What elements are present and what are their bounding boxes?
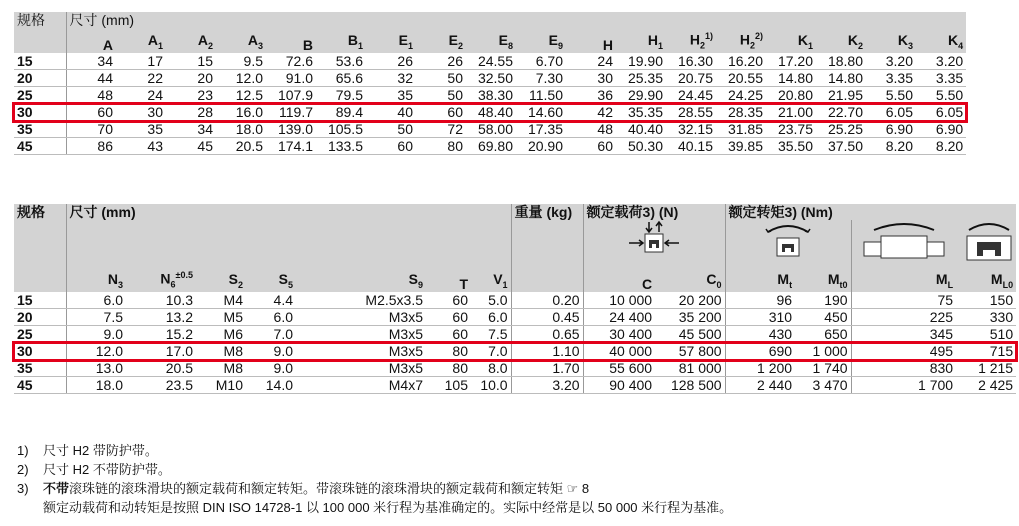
value-cell: 20.75 xyxy=(666,70,716,87)
column-header-2-7 xyxy=(511,267,583,292)
value-cell: M3x5 xyxy=(296,309,426,326)
spec-cell: 35 xyxy=(14,121,66,138)
value-cell: 4.4 xyxy=(246,292,296,309)
torque-mt-icon xyxy=(753,220,823,264)
spec-cell: 35 xyxy=(14,360,66,377)
value-cell: 20.5 xyxy=(216,138,266,155)
value-cell: 23.75 xyxy=(766,121,816,138)
footnote-text: 额定动载荷和动转矩是按照 DIN ISO 14728-1 以 100 000 米行程为基准确定的。实际中经常是以 50 000 米行程为基准。 xyxy=(43,500,733,515)
value-cell: 39.85 xyxy=(716,138,766,155)
value-cell: 26 xyxy=(416,53,466,70)
value-cell: 40 xyxy=(366,104,416,121)
value-cell: 10.3 xyxy=(126,292,196,309)
column-header-12: $H_2^{1)}$ xyxy=(689,31,713,51)
value-cell: 17.20 xyxy=(766,53,816,70)
value-cell: 24 xyxy=(566,53,616,70)
footnote xyxy=(17,460,732,479)
value-cell: 7.5 xyxy=(66,309,126,326)
column-header-2-4: $S_9$ xyxy=(408,270,423,290)
value-cell: 18.0 xyxy=(66,377,126,394)
value-cell: 3.35 xyxy=(916,70,966,87)
column-header-1: $A_1$ xyxy=(147,31,163,51)
value-cell: 430 xyxy=(725,326,795,343)
value-cell: 8.20 xyxy=(866,138,916,155)
spec-cell: 15 xyxy=(14,292,66,309)
value-cell: 128 500 xyxy=(655,377,725,394)
value-cell: 1 740 xyxy=(795,360,851,377)
column-header-0: A xyxy=(66,28,116,53)
value-cell: M10 xyxy=(196,377,246,394)
value-cell: 9.0 xyxy=(66,326,126,343)
value-cell: 28 xyxy=(166,104,216,121)
table-row xyxy=(14,326,1016,343)
value-cell: 24.25 xyxy=(716,87,766,104)
table-row xyxy=(14,309,1016,326)
value-cell: 24.55 xyxy=(466,53,516,70)
column-header-2-6: $V_1$ xyxy=(493,270,508,290)
spec-cell: 45 xyxy=(14,138,66,155)
value-cell: 5.50 xyxy=(866,87,916,104)
footnote-text: 滚珠链的滚珠滑块的额定载荷和额定转矩。带滚珠链的滚珠滑块的额定载荷和额定转矩 ☞ 8 xyxy=(69,481,590,496)
size-header-2: 尺寸 (mm) xyxy=(66,204,511,220)
value-cell: 190 xyxy=(795,292,851,309)
value-cell: 3.20 xyxy=(511,377,583,394)
value-cell: M3x5 xyxy=(296,326,426,343)
footnote-text: 尺寸 H2 不带防护带。 xyxy=(43,462,171,477)
value-cell: 14.80 xyxy=(766,70,816,87)
column-header-15: $K_2$ xyxy=(847,31,863,51)
column-header-8: $E_8$ xyxy=(498,31,513,51)
value-cell: 7.30 xyxy=(516,70,566,87)
value-cell: 80 xyxy=(426,343,471,360)
column-header-13: $H_2^{2)}$ xyxy=(739,31,763,51)
column-header-2-0: $N_3$ xyxy=(66,267,126,292)
column-header-4: B xyxy=(302,37,313,54)
value-cell: 510 xyxy=(956,326,1016,343)
spec-cell: 20 xyxy=(14,309,66,326)
value-cell: 34 xyxy=(66,53,116,70)
value-cell: 17.35 xyxy=(516,121,566,138)
value-cell: 65.6 xyxy=(316,70,366,87)
value-cell: 9.0 xyxy=(246,360,296,377)
value-cell: 1.10 xyxy=(511,343,583,360)
column-header-2-13: $M_{L0}$ xyxy=(990,270,1014,290)
column-header-2-11: $M_{t0}$ xyxy=(827,270,848,290)
value-cell: 35.35 xyxy=(616,104,666,121)
value-cell: 60 xyxy=(566,138,616,155)
value-cell: 13.2 xyxy=(126,309,196,326)
value-cell: 5.0 xyxy=(471,292,511,309)
value-cell: 1 000 xyxy=(795,343,851,360)
column-header-2-12: $M_L$ xyxy=(851,267,956,292)
value-cell: 3.20 xyxy=(866,53,916,70)
column-header-2-8: C xyxy=(583,267,655,292)
column-header-2-2: $S_2$ xyxy=(228,270,243,290)
column-header-9: $E_9$ xyxy=(548,31,563,51)
value-cell: 45 500 xyxy=(655,326,725,343)
value-cell: 60 xyxy=(416,104,466,121)
column-header-2-3: $S_5$ xyxy=(278,270,293,290)
value-cell: 12.5 xyxy=(216,87,266,104)
column-header-7: $E_2$ xyxy=(448,31,463,51)
value-cell: 37.50 xyxy=(816,138,866,155)
value-cell: 18.80 xyxy=(816,53,866,70)
value-cell: 25.25 xyxy=(816,121,866,138)
value-cell: 75 xyxy=(851,292,956,309)
value-cell: 14.0 xyxy=(246,377,296,394)
value-cell: 48 xyxy=(66,87,116,104)
value-cell: 1 700 xyxy=(851,377,956,394)
value-cell: 1 200 xyxy=(725,360,795,377)
value-cell: 0.65 xyxy=(511,326,583,343)
value-cell: 7.5 xyxy=(471,326,511,343)
value-cell: 14.60 xyxy=(516,104,566,121)
value-cell: 28.35 xyxy=(716,104,766,121)
value-cell: 17 xyxy=(116,53,166,70)
value-cell: 35 xyxy=(366,87,416,104)
spec-cell: 25 xyxy=(14,326,66,343)
value-cell: M8 xyxy=(196,360,246,377)
value-cell: 79.5 xyxy=(316,87,366,104)
value-cell: 20.90 xyxy=(516,138,566,155)
dimensions-table-1 xyxy=(14,12,966,155)
value-cell: M8 xyxy=(196,343,246,360)
value-cell: 38.30 xyxy=(466,87,516,104)
value-cell: 22 xyxy=(116,70,166,87)
value-cell: 16.0 xyxy=(216,104,266,121)
value-cell: 32.50 xyxy=(466,70,516,87)
value-cell: 119.7 xyxy=(266,104,316,121)
value-cell: 18.0 xyxy=(216,121,266,138)
value-cell: 50 xyxy=(366,121,416,138)
value-cell: 12.0 xyxy=(216,70,266,87)
table-row xyxy=(14,360,1016,377)
value-cell: 133.5 xyxy=(316,138,366,155)
value-cell: 89.4 xyxy=(316,104,366,121)
value-cell: 139.0 xyxy=(266,121,316,138)
value-cell: 330 xyxy=(956,309,1016,326)
value-cell: 12.0 xyxy=(66,343,126,360)
value-cell: M3x5 xyxy=(296,360,426,377)
value-cell: M4x7 xyxy=(296,377,426,394)
value-cell: 23 xyxy=(166,87,216,104)
table-row xyxy=(14,121,966,138)
spec-cell: 30 xyxy=(14,104,66,121)
value-cell: 90 400 xyxy=(583,377,655,394)
value-cell: 58.00 xyxy=(466,121,516,138)
value-cell: 15.2 xyxy=(126,326,196,343)
spec-cell: 45 xyxy=(14,377,66,394)
spec-cell: 30 xyxy=(14,343,66,360)
value-cell: 2 440 xyxy=(725,377,795,394)
value-cell: 31.85 xyxy=(716,121,766,138)
value-cell: M2.5x3.5 xyxy=(296,292,426,309)
footnote-emphasis: 不带 xyxy=(43,481,70,496)
torque-header: 额定转矩3) (Nm) xyxy=(725,204,1016,220)
value-cell: 26 xyxy=(366,53,416,70)
value-cell: 53.6 xyxy=(316,53,366,70)
column-header-2-9: $C_0$ xyxy=(706,270,722,290)
value-cell: 16.30 xyxy=(666,53,716,70)
value-cell: 10 000 xyxy=(583,292,655,309)
column-header-10: H xyxy=(602,37,613,54)
value-cell: 30 xyxy=(116,104,166,121)
table-row xyxy=(14,292,1016,309)
value-cell: 6.05 xyxy=(866,104,916,121)
load-direction-icon xyxy=(619,220,689,264)
value-cell: 28.55 xyxy=(666,104,716,121)
value-cell: 60 xyxy=(366,138,416,155)
value-cell: 48.40 xyxy=(466,104,516,121)
value-cell: 8.20 xyxy=(916,138,966,155)
spec-cell: 20 xyxy=(14,70,66,87)
value-cell: 35 xyxy=(116,121,166,138)
value-cell: 60 xyxy=(426,326,471,343)
value-cell: 50.30 xyxy=(616,138,666,155)
value-cell: 105.5 xyxy=(316,121,366,138)
value-cell: 0.20 xyxy=(511,292,583,309)
spec-cell: 25 xyxy=(14,87,66,104)
value-cell: 830 xyxy=(851,360,956,377)
column-header-2-1: $N_6^{\pm 0.5}$ xyxy=(160,270,193,290)
value-cell: 44 xyxy=(66,70,116,87)
dimensions-table-2 xyxy=(14,204,1016,394)
column-header-16: $K_3$ xyxy=(897,31,913,51)
value-cell: 80 xyxy=(416,138,466,155)
value-cell: 25.35 xyxy=(616,70,666,87)
table-row xyxy=(14,104,966,121)
value-cell: 650 xyxy=(795,326,851,343)
weight-header: 重量 (kg) xyxy=(511,204,583,220)
torque-ml0-icon xyxy=(959,220,1019,264)
footnote xyxy=(17,498,732,517)
footnote xyxy=(17,479,732,498)
value-cell: M5 xyxy=(196,309,246,326)
column-header-2-5: T xyxy=(459,276,468,293)
column-header-17: $K_4$ xyxy=(948,31,964,51)
value-cell: 715 xyxy=(956,343,1016,360)
value-cell: 29.90 xyxy=(616,87,666,104)
value-cell: M4 xyxy=(196,292,246,309)
value-cell: 69.80 xyxy=(466,138,516,155)
footnote xyxy=(17,441,732,460)
value-cell: 5.50 xyxy=(916,87,966,104)
table-row xyxy=(14,377,1016,394)
value-cell: 48 xyxy=(566,121,616,138)
table-row xyxy=(14,53,966,70)
footnotes xyxy=(17,441,732,517)
value-cell: 86 xyxy=(66,138,116,155)
value-cell: 6.0 xyxy=(66,292,126,309)
value-cell: 35.50 xyxy=(766,138,816,155)
value-cell: 9.5 xyxy=(216,53,266,70)
value-cell: 42 xyxy=(566,104,616,121)
value-cell: 40.40 xyxy=(616,121,666,138)
value-cell: 3.35 xyxy=(866,70,916,87)
value-cell: 6.90 xyxy=(916,121,966,138)
value-cell: 2 425 xyxy=(956,377,1016,394)
value-cell: 6.70 xyxy=(516,53,566,70)
value-cell: 24 400 xyxy=(583,309,655,326)
value-cell: 150 xyxy=(956,292,1016,309)
value-cell: 34 xyxy=(166,121,216,138)
value-cell: 72 xyxy=(416,121,466,138)
value-cell: 174.1 xyxy=(266,138,316,155)
value-cell: 55 600 xyxy=(583,360,655,377)
value-cell: 50 xyxy=(416,87,466,104)
value-cell: 19.90 xyxy=(616,53,666,70)
value-cell: 20.80 xyxy=(766,87,816,104)
value-cell: 495 xyxy=(851,343,956,360)
value-cell: 22.70 xyxy=(816,104,866,121)
value-cell: 7.0 xyxy=(471,343,511,360)
footnote-text: 尺寸 H2 带防护带。 xyxy=(43,443,158,458)
value-cell: 60 xyxy=(426,309,471,326)
column-header-2: $A_2$ xyxy=(197,31,213,51)
value-cell: 310 xyxy=(725,309,795,326)
footnote-number: 1) xyxy=(17,443,29,458)
value-cell: 81 000 xyxy=(655,360,725,377)
column-header-5: $B_1$ xyxy=(347,31,363,51)
value-cell: 11.50 xyxy=(516,87,566,104)
value-cell: 21.95 xyxy=(816,87,866,104)
value-cell: 57 800 xyxy=(655,343,725,360)
value-cell: 21.00 xyxy=(766,104,816,121)
load-header: 额定载荷3) (N) xyxy=(583,204,725,220)
value-cell: 30 xyxy=(566,70,616,87)
value-cell: 20.55 xyxy=(716,70,766,87)
value-cell: 24 xyxy=(116,87,166,104)
value-cell: 20.5 xyxy=(126,360,196,377)
value-cell: 3.20 xyxy=(916,53,966,70)
footnote-number: 3) xyxy=(17,481,29,496)
value-cell: 40 000 xyxy=(583,343,655,360)
value-cell: 20 xyxy=(166,70,216,87)
value-cell: 690 xyxy=(725,343,795,360)
value-cell: 36 xyxy=(566,87,616,104)
column-header-2-10: $M_t$ xyxy=(725,267,795,292)
spec-header-2: 规格 xyxy=(17,204,45,220)
value-cell: 13.0 xyxy=(66,360,126,377)
torque-ml-icon xyxy=(859,220,949,264)
spec-cell: 15 xyxy=(14,53,66,70)
column-header-6: $E_1$ xyxy=(398,31,413,51)
value-cell: 43 xyxy=(116,138,166,155)
value-cell: 345 xyxy=(851,326,956,343)
value-cell: 6.0 xyxy=(471,309,511,326)
size-header: 尺寸 (mm) xyxy=(66,12,966,28)
value-cell: 20 200 xyxy=(655,292,725,309)
value-cell: 6.0 xyxy=(246,309,296,326)
value-cell: 24.45 xyxy=(666,87,716,104)
value-cell: 91.0 xyxy=(266,70,316,87)
value-cell: 60 xyxy=(426,292,471,309)
value-cell: 14.80 xyxy=(816,70,866,87)
value-cell: 32 xyxy=(366,70,416,87)
value-cell: 450 xyxy=(795,309,851,326)
column-header-14: $K_1$ xyxy=(797,31,813,51)
value-cell: 10.0 xyxy=(471,377,511,394)
value-cell: 7.0 xyxy=(246,326,296,343)
value-cell: 45 xyxy=(166,138,216,155)
value-cell: M6 xyxy=(196,326,246,343)
value-cell: 30 400 xyxy=(583,326,655,343)
value-cell: M3x5 xyxy=(296,343,426,360)
value-cell: 0.45 xyxy=(511,309,583,326)
value-cell: 9.0 xyxy=(246,343,296,360)
value-cell: 16.20 xyxy=(716,53,766,70)
value-cell: 35 200 xyxy=(655,309,725,326)
value-cell: 23.5 xyxy=(126,377,196,394)
value-cell: 6.90 xyxy=(866,121,916,138)
value-cell: 15 xyxy=(166,53,216,70)
column-header-11: $H_1$ xyxy=(647,31,663,51)
value-cell: 50 xyxy=(416,70,466,87)
value-cell: 17.0 xyxy=(126,343,196,360)
value-cell: 60 xyxy=(66,104,116,121)
value-cell: 107.9 xyxy=(266,87,316,104)
table-row xyxy=(14,138,966,155)
value-cell: 3 470 xyxy=(795,377,851,394)
value-cell: 8.0 xyxy=(471,360,511,377)
spec-header: 规格 xyxy=(17,12,45,28)
table-row xyxy=(14,343,1016,360)
value-cell: 225 xyxy=(851,309,956,326)
value-cell: 40.15 xyxy=(666,138,716,155)
column-header-3: $A_3$ xyxy=(247,31,263,51)
value-cell: 80 xyxy=(426,360,471,377)
value-cell: 72.6 xyxy=(266,53,316,70)
value-cell: 96 xyxy=(725,292,795,309)
value-cell: 6.05 xyxy=(916,104,966,121)
table-row xyxy=(14,87,966,104)
value-cell: 1.70 xyxy=(511,360,583,377)
value-cell: 32.15 xyxy=(666,121,716,138)
table-row xyxy=(14,70,966,87)
value-cell: 70 xyxy=(66,121,116,138)
value-cell: 1 215 xyxy=(956,360,1016,377)
footnote-number: 2) xyxy=(17,462,29,477)
value-cell: 105 xyxy=(426,377,471,394)
